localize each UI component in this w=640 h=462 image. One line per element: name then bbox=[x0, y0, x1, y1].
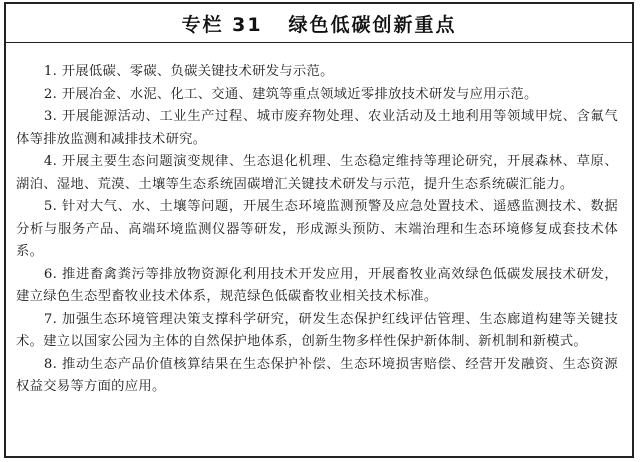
column-body bbox=[6, 43, 632, 399]
column-title: 专栏 31 绿色低碳创新重点 bbox=[181, 13, 457, 36]
list-item-8: 8. 推动生态产品价值核算结果在生态保护补偿、生态环境损害赔偿、经营开发融资、生态资源权益交易等方面的应用。 bbox=[16, 356, 618, 394]
list-item-7: 7. 加强生态环境管理决策支撑科学研究，研发生态保护红线评估管理、生态廊道构建等关键技术。建立以国家公园为主体的自然保护地体系，创新生物多样性保护新体制、新机制和新模式。 bbox=[16, 311, 618, 349]
list-item-2: 2. 开展冶金、水泥、化工、交通、建筑等重点领域近零排放技术研发与应用示范。 bbox=[43, 86, 538, 102]
list-item-4: 4. 开展主要生态问题演变规律、生态退化机理、生态稳定维持等理论研究，开展森林、草原、湖泊、湿地、荒漠、土壤等生态系统固碳增汇关键技术研发与示范，提升生态系统碳汇能力。 bbox=[16, 154, 618, 192]
list-item-5: 5. 针对大气、水、土壤等问题，开展生态环境监测预警及应急处置技术、遥感监测技术、数据分析与服务产品、高端环境监测仪器等研发，形成源头预防、末端治理和生态环境修复成套技术体系。 bbox=[16, 199, 618, 259]
column-header bbox=[6, 4, 632, 43]
list-item-1: 1. 开展低碳、零碳、负碳关键技术研发与示范。 bbox=[43, 64, 334, 79]
column-box bbox=[4, 2, 634, 458]
list-item-6: 6. 推进畜禽粪污等排放物资源化利用技术开发应用，开展畜牧业高效绿色低碳发展技术研发，建立绿色生态型畜牧业技术体系，规范绿色低碳畜牧业相关技术标准。 bbox=[16, 266, 618, 304]
list-item-3: 3. 开展能源活动、工业生产过程、城市废弃物处理、农业活动及土地利用等领域甲烷、含氟气体等排放监测和减排技术研究。 bbox=[16, 109, 618, 147]
